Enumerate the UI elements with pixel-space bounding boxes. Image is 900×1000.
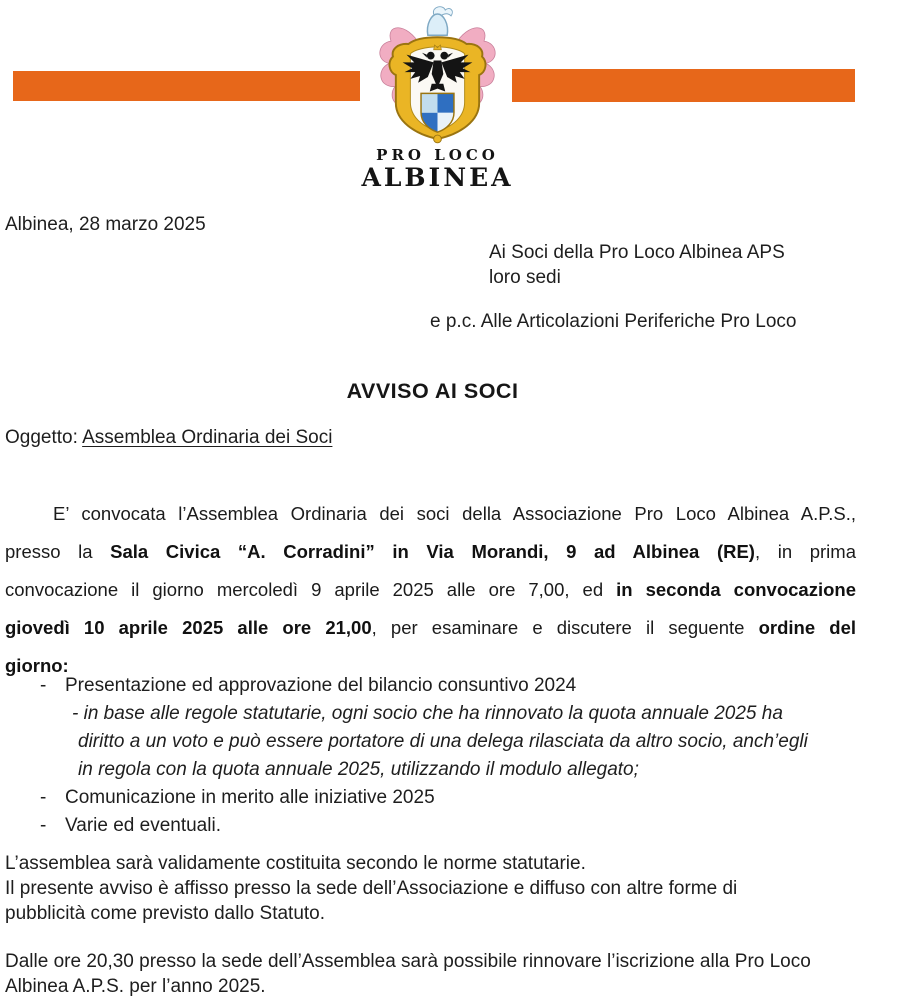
helmet-icon xyxy=(427,7,452,36)
header-orange-bar-left xyxy=(13,71,360,101)
date-line: Albinea, 28 marzo 2025 xyxy=(5,214,206,235)
agenda-item-2-text: Comunicazione in merito alle iniziative 2025 xyxy=(65,787,435,808)
subject-line xyxy=(5,425,332,450)
para1-line5-bold: giorno: xyxy=(5,655,69,676)
para1-line2-normal1: presso la xyxy=(5,541,111,562)
logo-caption-line1: PRO LOCO xyxy=(376,146,499,164)
closing2-line1: Dalle ore 20,30 presso la sede dell’Assemblea sarà possibile rinnovare l’iscrizione alla Pro Loco xyxy=(5,951,811,972)
closing1-line2: Il presente avviso è affisso presso la sede dell’Associazione e diffuso con altre forme di xyxy=(5,878,738,899)
logo-caption xyxy=(340,146,535,192)
para1-line2-normal2: , in prima xyxy=(754,541,856,562)
para1-line2-bold: Sala Civica “A. Corradini” in Via Morandi, 9 ad Albinea (RE) xyxy=(110,541,755,562)
agenda-item-2 xyxy=(5,784,808,812)
recipient-line-2: loro sedi xyxy=(489,267,561,288)
coat-of-arms-icon xyxy=(360,0,515,150)
para1-line4-bold1: giovedì 10 aprile 2025 alle ore 21,00 xyxy=(5,617,372,638)
para1-line4-normal: , per esaminare e discutere il seguente xyxy=(371,617,759,638)
recipient-line-1: Ai Soci della Pro Loco Albinea APS xyxy=(489,242,785,263)
logo-caption-line2: ALBINEA xyxy=(361,163,514,192)
agenda-item-1-text: Presentazione ed approvazione del bilancio consuntivo 2024 xyxy=(65,675,577,696)
subject-label: Oggetto: xyxy=(5,427,83,448)
cc-line: e p.c. Alle Articolazioni Periferiche Pro Loco xyxy=(430,311,797,332)
agenda-item-1-note-line2: diritto a un voto e può essere portatore di una delega rilasciata da altro socio, anch’egli xyxy=(78,731,808,752)
header-orange-bar-right xyxy=(512,69,855,102)
closing-paragraph-2 xyxy=(5,949,811,999)
agenda-item-3 xyxy=(5,812,808,840)
para1-line3-bold: in seconda convocazione xyxy=(616,579,856,600)
para1-line2 xyxy=(5,533,856,571)
closing-paragraph-1 xyxy=(5,851,737,926)
body-paragraph-convocazione xyxy=(5,495,856,685)
para1-line4 xyxy=(5,609,856,647)
agenda-item-1-note-line3: in regola con la quota annuale 2025, utilizzando il modulo allegato; xyxy=(78,759,639,780)
agenda-item-1 xyxy=(5,672,808,700)
para1-line3 xyxy=(5,571,856,609)
agenda-item-3-text: Varie ed eventuali. xyxy=(65,815,221,836)
agenda-list xyxy=(5,672,808,840)
closing1-line3: pubblicità come previsto dallo Statuto. xyxy=(5,903,326,924)
agenda-item-3-dash: - xyxy=(40,815,47,836)
para1-line3-normal: convocazione il giorno mercoledì 9 aprile 2025 alle ore 7,00, ed xyxy=(5,579,617,600)
para1-line4-bold2: ordine del xyxy=(758,617,856,638)
closing1-line1: L’assemblea sarà validamente costituita secondo le norme statutarie. xyxy=(5,853,586,874)
para1-line1 xyxy=(5,495,856,533)
agenda-item-1-dash: - xyxy=(40,675,47,696)
para1-line1-text: E’ convocata l’Assemblea Ordinaria dei soci della Associazione Pro Loco Albinea A.P.S., xyxy=(53,503,856,524)
recipient-block xyxy=(489,240,785,290)
closing2-line2: Albinea A.P.S. per l’anno 2025. xyxy=(5,976,266,997)
notice-title: AVVISO AI SOCI xyxy=(346,379,519,403)
agenda-item-2-dash: - xyxy=(40,787,47,808)
agenda-item-1-note-line1: - in base alle regole statutarie, ogni socio che ha rinnovato la quota annuale 2025 ha xyxy=(72,703,783,724)
subject-value: Assemblea Ordinaria dei Soci xyxy=(82,427,333,448)
